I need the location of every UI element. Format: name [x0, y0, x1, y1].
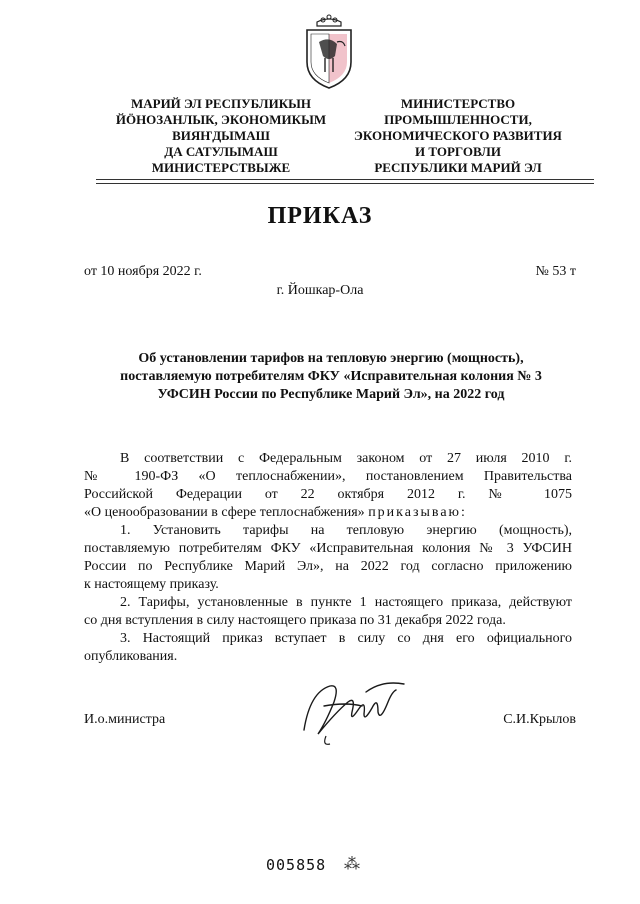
- signatory-name: С.И.Крылов: [503, 712, 576, 727]
- serial-mark: ⁂: [344, 856, 360, 873]
- order-title: ПРИКАЗ: [267, 203, 373, 229]
- subject-line: поставляемую потребителям ФКУ «Исправительная колония № 3: [120, 369, 542, 384]
- body-line: 3. Настоящий приказ вступает в силу со дня его официального: [120, 631, 572, 646]
- body-line: В соответствии с Федеральным законом от 27 июля 2010 г.: [120, 451, 572, 466]
- ministry-mari-line: ДА САТУЛЫМАШ: [164, 144, 278, 159]
- ministry-name-russian: [330, 96, 586, 176]
- subject-line: Об установлении тарифов на тепловую энергию (мощность),: [138, 351, 524, 366]
- header-divider: [96, 179, 594, 180]
- ministry-russian-line: РЕСПУБЛИКИ МАРИЙ ЭЛ: [374, 160, 542, 175]
- ministry-russian-line: И ТОРГОВЛИ: [415, 144, 501, 159]
- ministry-mari-line: ВИЯҤДЫМАШ: [172, 128, 270, 143]
- serial-number: 005858: [266, 856, 327, 874]
- ministry-mari-line: МАРИЙ ЭЛ РЕСПУБЛИКЫН: [130, 96, 312, 111]
- ministry-russian-line: МИНИСТЕРСТВО: [400, 96, 516, 111]
- order-subject: [96, 350, 566, 404]
- order-city: г. Йошкар-Ола: [276, 283, 364, 298]
- ministry-mari-line: ЙӦНОЗАНЛЫК, ЭКОНОМИКЫМ: [115, 112, 327, 127]
- body-line: поставляемую потребителям ФКУ «Исправительная колония № 3 УФСИН: [84, 541, 572, 556]
- handwritten-signature-icon: [296, 672, 416, 752]
- subject-line: УФСИН России по Республике Марий Эл», на 2022 год: [157, 387, 505, 402]
- body-line: 1. Установить тарифы на тепловую энергию (мощность),: [120, 523, 572, 538]
- body-line: России по Республике Марий Эл», на 2022 год согласно приложению: [84, 559, 572, 574]
- body-line: 2. Тарифы, установленные в пункте 1 настоящего приказа, действуют: [120, 595, 572, 610]
- body-line: к настоящему приказу.: [84, 577, 219, 592]
- signatory-title: И.о.министра: [84, 712, 166, 727]
- order-number: № 53 т: [535, 264, 576, 279]
- body-line: Российской Федерации от 22 октября 2012 г. № 1075: [84, 487, 572, 502]
- order-body: [84, 450, 572, 666]
- body-line-text: «О ценообразовании в сфере теплоснабжения»: [84, 505, 365, 520]
- ministry-russian-line: ПРОМЫШЛЕННОСТИ,: [384, 112, 532, 127]
- body-line: опубликования.: [84, 649, 178, 664]
- order-date: от 10 ноября 2022 г.: [84, 264, 202, 279]
- body-line: со дня вступления в силу настоящего приказа по 31 декабря 2022 года.: [84, 613, 506, 628]
- ministry-mari-line: МИНИСТЕРСТВЫЖЕ: [151, 160, 291, 175]
- coat-of-arms-icon: [297, 12, 361, 92]
- header-divider-thin: [96, 183, 594, 184]
- body-line: № 190-ФЗ «О теплоснабжении», постановлением Правительства: [84, 469, 572, 484]
- ministry-name-mari: [96, 96, 346, 176]
- ministry-russian-line: ЭКОНОМИЧЕСКОГО РАЗВИТИЯ: [354, 128, 562, 143]
- body-line: [84, 504, 572, 522]
- order-verb: приказываю:: [368, 505, 467, 520]
